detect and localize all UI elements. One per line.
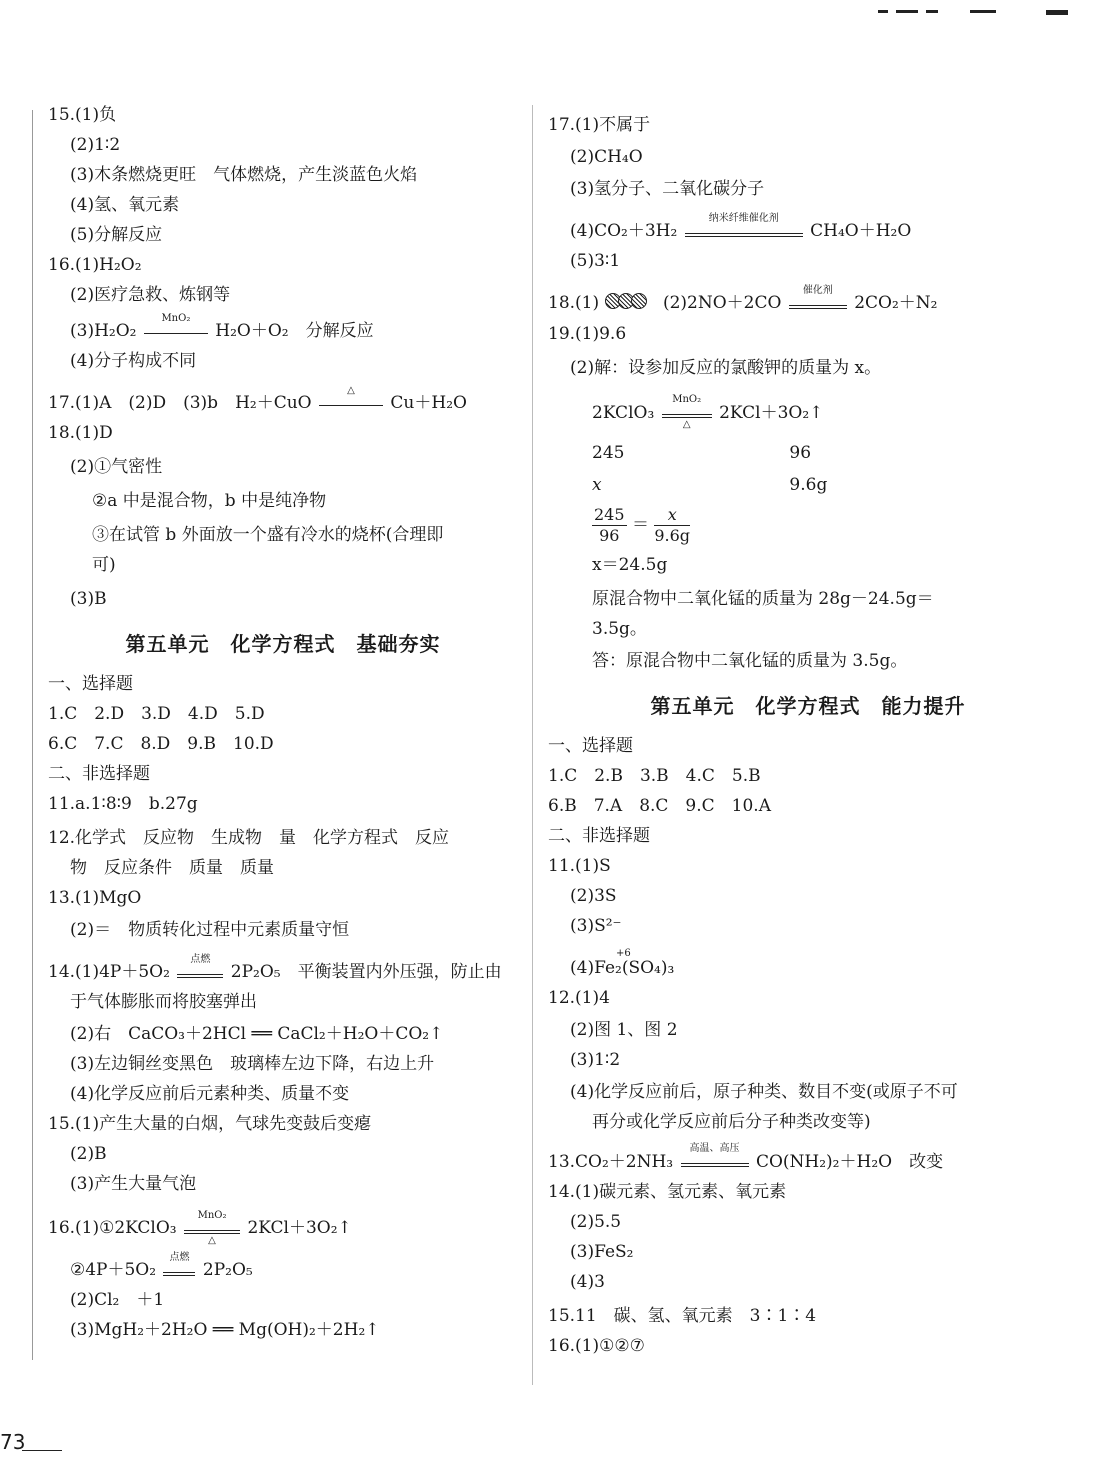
left-margin-rule [32, 110, 33, 1360]
reaction-arrow [789, 284, 847, 310]
reaction-arrow [685, 212, 803, 238]
r11-line-2: (2)3S [570, 885, 617, 906]
r11-line-3: (3)S²⁻ [570, 915, 622, 936]
choice-heading: 一、选择题 [48, 674, 133, 694]
s15-line-2: (2)B [70, 1144, 107, 1164]
s15-line-1: 15.(1)产生大量的白烟，气球先变鼓后变瘪 [48, 1114, 372, 1134]
reaction-arrow [662, 394, 712, 430]
r19-line-2: (2)解：设参加反应的氯酸钾的质量为 x。 [570, 357, 882, 378]
catalyst-label: MnO₂ [672, 394, 702, 405]
catalyst-label: 催化剂 [802, 284, 833, 296]
heat-label: △ [347, 384, 355, 396]
valence-label: +6 [616, 947, 631, 959]
choice-answers-1: 1.C 2.D 3.D 4.D 5.D [48, 704, 265, 724]
s13-line-1: 13.(1)MgO [48, 888, 142, 908]
molecule-model-icon [605, 289, 644, 319]
r11-line-1: 11.(1)S [548, 855, 611, 876]
r18-label: 18.(1) [548, 293, 600, 313]
choice-heading: 一、选择题 [548, 735, 633, 756]
q16-line-4: (4)分子构成不同 [70, 351, 197, 371]
r14-line-2: (2)5.5 [570, 1211, 622, 1232]
heat-label: △ [208, 1234, 216, 1246]
r19-mr-2: 96 [789, 442, 812, 463]
q17-eq-left: 17.(1)A (2)D (3)b H₂＋CuO [48, 393, 312, 413]
q15-line-4: (4)氢、氧元素 [70, 195, 180, 215]
condition-label: 高温、高压 [689, 1143, 740, 1154]
s14-line-1 [48, 953, 518, 987]
q18-line-5: 可) [92, 555, 116, 575]
r17-line-2: (2)CH₄O [570, 147, 643, 167]
q16-eq-left: (3)H₂O₂ [70, 321, 137, 341]
r18-eq-right: 2CO₂＋N₂ [854, 293, 938, 313]
r17-line-1: 17.(1)不属于 [548, 115, 651, 135]
r19-mr-1: 245 [592, 442, 625, 463]
s13-line-2: (2)＝ 物质转化过程中元素质量守恒 [70, 920, 350, 940]
r12-line-1: 12.(1)4 [548, 987, 610, 1008]
reaction-arrow [177, 953, 223, 979]
column-divider [532, 105, 533, 1385]
fraction-1-bottom: 96 [599, 525, 620, 545]
r13-eq-left: 13.CO₂＋2NH₃ [548, 1151, 674, 1172]
reaction-arrow [163, 1251, 195, 1277]
nonchoice-heading: 二、非选择题 [548, 825, 650, 846]
s14-line-2: 于气体膨胀而将胶塞弹出 [70, 992, 257, 1012]
r11-line-4 [548, 947, 1068, 983]
r19-value-row [548, 469, 1068, 501]
r19-x: x [592, 474, 602, 495]
r19-tail-1: 原混合物中二氧化锰的质量为 28g－24.5g＝ [592, 588, 934, 609]
s16-line-3: (2)Cl₂ ＋1 [70, 1290, 165, 1310]
q18-line-3: ②a 中是混合物，b 中是纯净物 [92, 491, 327, 511]
r12-line-4: (4)化学反应前后，原子种类、数目不变(或原子不可 [570, 1081, 958, 1102]
r17-eq-right: CH₄O＋H₂O [810, 221, 912, 241]
catalyst-label: 纳米纤维催化剂 [708, 212, 779, 224]
right-column [548, 110, 1068, 1361]
s16-line-2 [48, 1251, 518, 1285]
s16-line-4: (3)MgH₂＋2H₂O ══ Mg(OH)₂＋2H₂↑ [70, 1320, 380, 1340]
q17-eq-right: Cu＋H₂O [390, 393, 467, 413]
s12-line-1: 12.化学式 反应物 生成物 量 化学方程式 反应 [48, 828, 450, 848]
r15-line: 15.11 碳、氢、氧元素 3∶1∶4 [548, 1305, 817, 1326]
s14-line-5: (4)化学反应前后元素种类、质量不变 [70, 1084, 350, 1104]
r19-eq-left: 2KClO₃ [592, 402, 655, 423]
s16-eq2-left: ②4P＋5O₂ [70, 1260, 157, 1280]
r17-line-5: (5)3∶1 [570, 251, 621, 271]
question-15-block [48, 100, 518, 250]
r17-line-3: (3)氢分子、二氧化碳分子 [570, 179, 765, 199]
q15-line-2: (2)1∶2 [70, 135, 121, 155]
reaction-arrow [319, 384, 383, 410]
q15-line-1: 15.(1)负 [48, 105, 117, 125]
reaction-arrow [144, 312, 208, 338]
s16-eq-right: 2KCl＋3O₂↑ [247, 1218, 352, 1238]
r13-line [548, 1143, 1068, 1177]
r14-line-3: (3)FeS₂ [570, 1241, 634, 1262]
q15-line-5: (5)分解反应 [70, 225, 163, 245]
left-column [48, 100, 518, 1345]
choice-answers-2: 6.C 7.C 8.D 9.B 10.D [48, 734, 274, 754]
equals-sign: ＝ [631, 514, 649, 535]
q16-line-1: 16.(1)H₂O₂ [48, 255, 142, 275]
r11-formula: (4)Fe₂(SO₄)₃ [570, 957, 675, 978]
s14-eq-left: 14.(1)4P＋5O₂ [48, 962, 170, 982]
r18-line [548, 284, 1068, 319]
q18-line-1: 18.(1)D [48, 423, 113, 443]
reaction-arrow [184, 1209, 240, 1246]
q16-eq-right: H₂O＋O₂ 分解反应 [215, 321, 374, 341]
reaction-arrow [681, 1143, 749, 1168]
fraction-2-bottom: 9.6g [654, 525, 691, 545]
q17-line [48, 384, 518, 418]
top-crop-marks [878, 10, 1078, 20]
question-18-block [48, 418, 518, 614]
r17-eq-left: (4)CO₂＋3H₂ [570, 221, 678, 241]
s14-line-4: (3)左边铜丝变黑色 玻璃棒左边下降，右边上升 [70, 1054, 435, 1074]
r14-line-4: (4)3 [570, 1271, 605, 1292]
page-number-rule [22, 1450, 62, 1451]
s16-line-1 [48, 1209, 518, 1246]
s16-eq2-right: 2P₂O₅ [202, 1260, 253, 1280]
fraction-2-top: x [654, 505, 690, 526]
r19-line-1: 19.(1)9.6 [548, 323, 627, 344]
heat-label: △ [682, 419, 691, 430]
r19-eq-right: 2KCl＋3O₂↑ [719, 402, 824, 423]
nonchoice-heading: 二、非选择题 [48, 764, 150, 784]
q15-line-3: (3)木条燃烧更旺 气体燃烧，产生淡蓝色火焰 [70, 165, 418, 185]
s14-line-3: (2)右 CaCO₃＋2HCl ══ CaCl₂＋H₂O＋CO₂↑ [70, 1024, 444, 1044]
s12-line-2: 物 反应条件 质量 质量 [70, 858, 274, 878]
q16-line-3 [48, 312, 518, 346]
page-number: 73 [0, 1430, 26, 1454]
q18-line-2: (2)①气密性 [70, 457, 163, 477]
r19-tail-2: 3.5g。 [592, 618, 647, 639]
r12-line-5: 再分或化学反应前后分子种类改变等) [592, 1111, 871, 1132]
r18-eq-left: (2)2NO＋2CO [662, 293, 782, 313]
choice-answers-1: 1.C 2.B 3.B 4.C 5.B [548, 765, 761, 786]
r19-equation [548, 394, 1068, 430]
catalyst-label: MnO₂ [161, 312, 191, 324]
r14-line-1: 14.(1)碳元素、氢元素、氧元素 [548, 1181, 787, 1202]
r19-mass-row [548, 437, 1068, 469]
r16-line: 16.(1)①②⑦ [548, 1335, 645, 1356]
fraction-1-top: 245 [594, 504, 625, 524]
r19-proportion [548, 505, 1068, 546]
q18-line-6: (3)B [70, 589, 107, 609]
r19-result: x＝24.5g [592, 554, 668, 575]
section-title-advanced: 第五单元 化学方程式 能力提升 [650, 693, 966, 718]
r12-line-3: (3)1∶2 [570, 1049, 621, 1070]
ignite-label: 点燃 [169, 1251, 190, 1263]
r12-line-2: (2)图 1、图 2 [570, 1019, 678, 1040]
fraction-1 [592, 505, 627, 546]
fraction-2 [654, 505, 690, 546]
r17-line-4 [548, 212, 1068, 246]
q16-line-2: (2)医疗急救、炼钢等 [70, 285, 231, 305]
s16-eq-left: 16.(1)①2KClO₃ [48, 1218, 177, 1238]
s14-eq-right: 2P₂O₅ 平衡装置内外压强，防止由 [230, 962, 502, 982]
section-title-basic: 第五单元 化学方程式 基础夯实 [125, 632, 441, 656]
r13-eq-right: CO(NH₂)₂＋H₂O 改变 [755, 1151, 944, 1172]
r19-mass: 9.6g [789, 474, 828, 495]
s11-line: 11.a.1∶8∶9 b.27g [48, 794, 198, 814]
catalyst-label: MnO₂ [197, 1209, 227, 1221]
question-16-block [48, 250, 518, 376]
ignite-label: 点燃 [190, 953, 211, 965]
choice-answers-2: 6.B 7.A 8.C 9.C 10.A [548, 795, 771, 816]
r19-tail-3: 答：原混合物中二氧化锰的质量为 3.5g。 [592, 650, 908, 671]
s15-line-3: (3)产生大量气泡 [70, 1174, 197, 1194]
q18-line-4: ③在试管 b 外面放一个盛有冷水的烧杯(合理即 [92, 525, 444, 545]
